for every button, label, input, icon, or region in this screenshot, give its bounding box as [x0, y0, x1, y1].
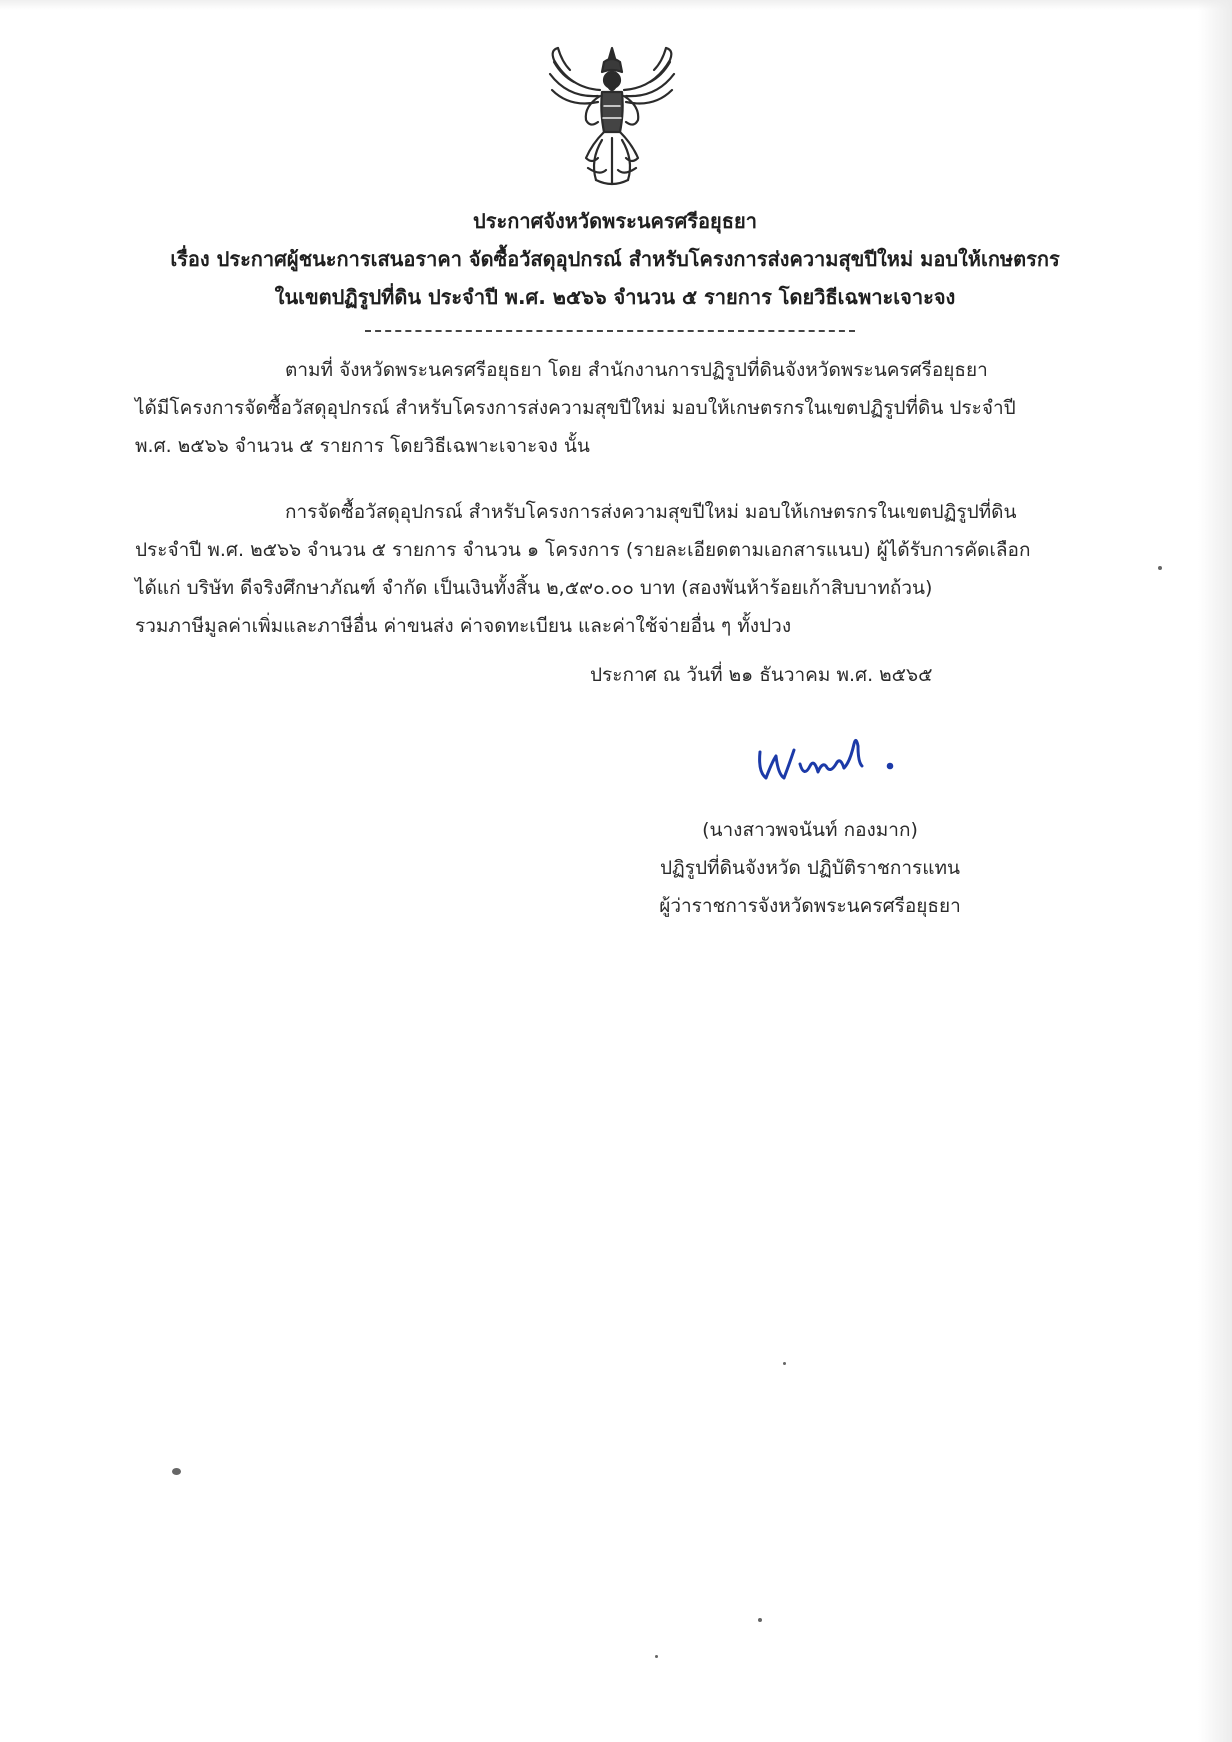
paragraph1-line1: ตามที่ จังหวัดพระนครศรีอยุธยา โดย สำนักงานการปฏิรูปที่ดินจังหวัดพระนครศรีอยุธยา — [285, 359, 988, 381]
paragraph1-line3: พ.ศ. ๒๕๖๖ จำนวน ๕ รายการ โดยวิธีเฉพาะเจาะจง นั้น — [135, 435, 590, 457]
paragraph2-line4: รวมภาษีมูลค่าเพิ่มและภาษีอื่น ค่าขนส่ง ค่าจดทะเบียน และค่าใช้จ่ายอื่น ๆ ทั้งปวง — [135, 615, 792, 637]
scan-speck — [172, 1468, 181, 1475]
subject-line-continued: ในเขตปฏิรูปที่ดิน ประจำปี พ.ศ. ๒๕๖๖ จำนวน ๕ รายการ โดยวิธีเฉพาะเจาะจง — [274, 285, 956, 309]
signatory-position: ปฏิรูปที่ดินจังหวัด ปฏิบัติราชการแทน — [659, 857, 961, 879]
scan-speck — [655, 1655, 658, 1658]
scan-speck — [1158, 566, 1162, 570]
announcement-date: ประกาศ ณ วันที่ ๒๑ ธันวาคม พ.ศ. ๒๕๖๕ — [590, 664, 933, 686]
paragraph1-line2: ได้มีโครงการจัดซื้อวัสดุอุปกรณ์ สำหรับโครงการส่งความสุขปีใหม่ มอบให้เกษตรกรในเขตปฏิรูปที่ดิน ประจำปี — [135, 397, 1016, 419]
signatory-name: (นางสาวพจนันท์ กองมาก) — [702, 819, 918, 841]
scan-speck — [783, 1362, 786, 1365]
scan-edge-shade — [1198, 0, 1232, 1742]
garuda-emblem-icon — [540, 40, 685, 190]
document-title: ประกาศจังหวัดพระนครศรีอยุธยา — [473, 209, 757, 233]
handwritten-signature — [740, 722, 940, 792]
paragraph2-line3: ได้แก่ บริษัท ดีจริงศึกษาภัณฑ์ จำกัด เป็นเงินทั้งสิ้น ๒,๕๙๐.๐๐ บาท (สองพันห้าร้อยเก้าสิบบาทถ้วน) — [135, 577, 933, 599]
signatory-position-continued: ผู้ว่าราชการจังหวัดพระนครศรีอยุธยา — [659, 895, 961, 917]
paragraph2-line1: การจัดซื้อวัสดุอุปกรณ์ สำหรับโครงการส่งความสุขปีใหม่ มอบให้เกษตรกรในเขตปฏิรูปที่ดิน — [285, 501, 1017, 523]
scan-top-shade — [0, 0, 1232, 10]
subject-line: เรื่อง ประกาศผู้ชนะการเสนอราคา จัดซื้อวัสดุอุปกรณ์ สำหรับโครงการส่งความสุขปีใหม่ มอบให้เกษตรกร — [170, 247, 1060, 271]
scan-speck — [758, 1618, 762, 1622]
heading-divider — [365, 330, 855, 332]
paragraph2-line2: ประจำปี พ.ศ. ๒๕๖๖ จำนวน ๕ รายการ จำนวน ๑ โครงการ (รายละเอียดตามเอกสารแนบ) ผู้ได้รับการคัดเลือก — [135, 539, 1031, 561]
